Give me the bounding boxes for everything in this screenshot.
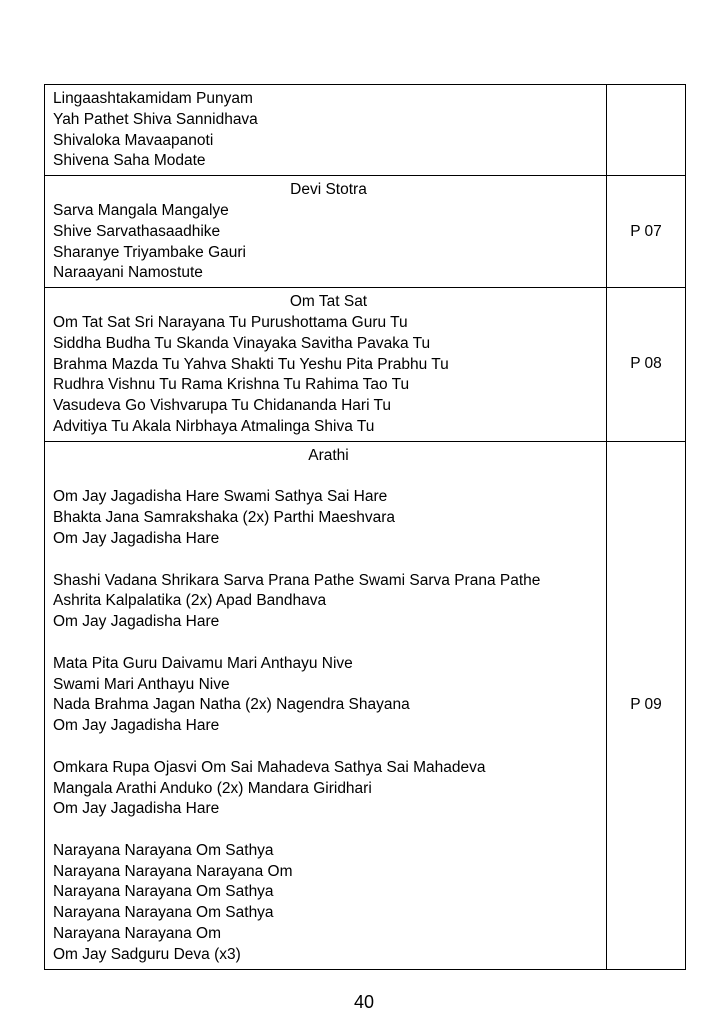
verse-line: Om Jay Jagadisha Hare <box>53 613 220 631</box>
verse-line: Shashi Vadana Shrikara Sarva Prana Pathe Swami Sarva Prana Pathe <box>53 571 541 589</box>
verse-line: Shivena Saha Modate <box>53 152 206 170</box>
stanza-gap <box>53 820 604 841</box>
verse-cell <box>45 85 607 176</box>
verse-line: Bhakta Jana Samrakshaka (2x) Parthi Maeshvara <box>53 509 396 527</box>
verse-line: Mangala Arathi Anduko (2x) Mandara Giridhari <box>53 779 372 797</box>
page-ref-cell: P 07 <box>607 176 686 288</box>
stanza-gap <box>53 550 604 571</box>
page-ref-cell: P 09 <box>607 441 686 969</box>
verse-line: Vasudeva Go Vishvarupa Tu Chidananda Hari Tu <box>53 397 392 415</box>
section-title: Om Tat Sat <box>289 293 368 311</box>
verse-line: Shivaloka Mavaapanoti <box>53 131 214 149</box>
verse-line: Sarva Mangala Mangalye <box>53 201 229 219</box>
verse-cell <box>45 288 607 442</box>
verse-line: Nada Brahma Jagan Natha (2x) Nagendra Shayana <box>53 696 410 714</box>
verse-line: Om Jay Jagadisha Hare <box>53 717 220 735</box>
table-row <box>45 288 686 442</box>
verse-line: Sharanye Triyambake Gauri <box>53 243 246 261</box>
verse-line: Shive Sarvathasaadhike <box>53 222 221 240</box>
section-title: Devi Stotra <box>290 181 367 199</box>
verse-line: Om Jay Sadguru Deva (x3) <box>53 945 241 963</box>
verse-line: Omkara Rupa Ojasvi Om Sai Mahadeva Sathya Sai Mahadeva <box>53 758 486 776</box>
verse-line: Om Jay Jagadisha Hare Swami Sathya Sai Hare <box>53 488 388 506</box>
table-row <box>45 176 686 288</box>
page-ref-cell <box>607 85 686 176</box>
verse-line: Ashrita Kalpalatika (2x) Apad Bandhava <box>53 592 327 610</box>
verse-line: Swami Mari Anthayu Nive <box>53 675 230 693</box>
table-row <box>45 441 686 969</box>
verse-line: Siddha Budha Tu Skanda Vinayaka Savitha Pavaka Tu <box>53 334 431 352</box>
verse-line: Brahma Mazda Tu Yahva Shakti Tu Yeshu Pita Prabhu Tu <box>53 355 449 373</box>
verse-line: Narayana Narayana Om Sathya <box>53 904 274 922</box>
verse-cell <box>45 441 607 969</box>
stanza-gap <box>53 737 604 758</box>
stanza-gap <box>53 467 604 488</box>
content-table <box>44 84 686 970</box>
verse-line: Narayana Narayana Om <box>53 925 221 943</box>
verse-line: Narayana Narayana Om Sathya <box>53 883 274 901</box>
verse-line: Mata Pita Guru Daivamu Mari Anthayu Nive <box>53 654 353 672</box>
table-row <box>45 85 686 176</box>
verse-line: Advitiya Tu Akala Nirbhaya Atmalinga Shiva Tu <box>53 417 375 435</box>
verse-line: Lingaashtakamidam Punyam <box>53 90 253 107</box>
verse-cell <box>45 176 607 288</box>
verse-line: Om Tat Sat Sri Narayana Tu Purushottama Guru Tu <box>53 313 408 331</box>
verse-line: Rudhra Vishnu Tu Rama Krishna Tu Rahima Tao Tu <box>53 376 410 394</box>
verse-line: Om Jay Jagadisha Hare <box>53 529 220 547</box>
section-title: Arathi <box>308 446 349 464</box>
page-number: 40 <box>353 992 375 1012</box>
stanza-gap <box>53 633 604 654</box>
verse-line: Naraayani Namostute <box>53 264 203 282</box>
verse-line: Narayana Narayana Om Sathya <box>53 841 274 859</box>
verse-line: Yah Pathet Shiva Sannidhava <box>53 110 258 128</box>
verse-line: Narayana Narayana Narayana Om <box>53 862 293 880</box>
verse-line: Om Jay Jagadisha Hare <box>53 800 220 818</box>
page-ref-cell: P 08 <box>607 288 686 442</box>
